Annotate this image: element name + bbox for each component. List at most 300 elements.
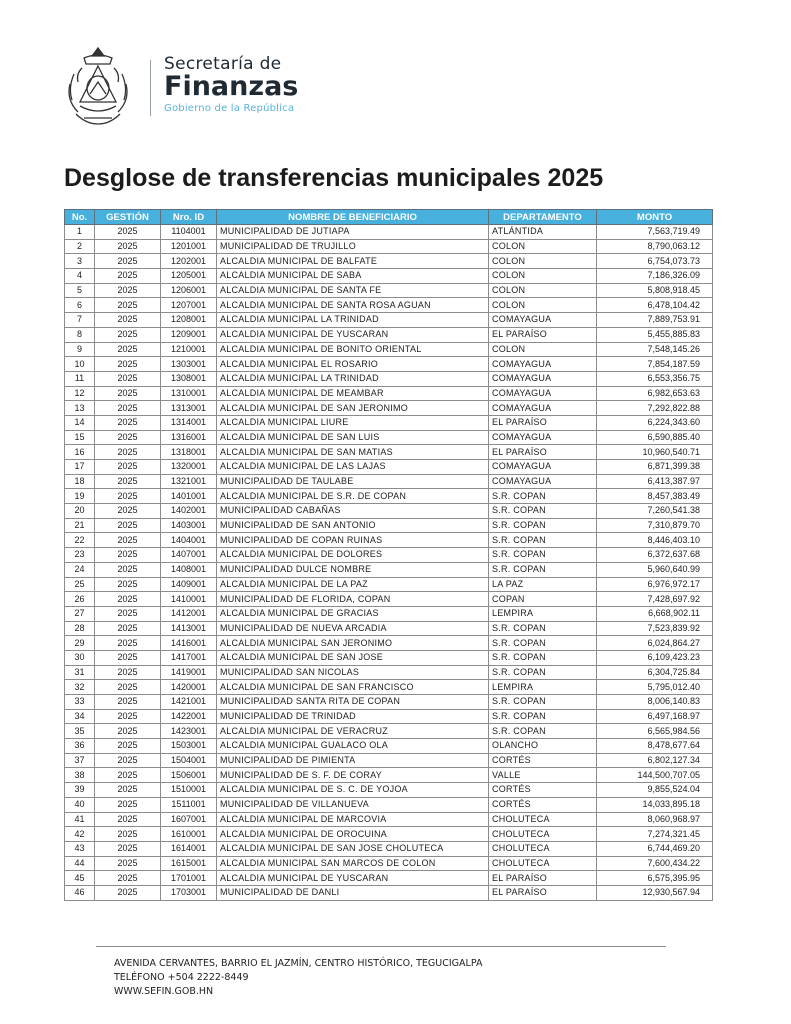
- cell-departamento: COMAYAGUA: [489, 371, 597, 386]
- cell-gestion: 2025: [95, 871, 161, 886]
- cell-no: 14: [65, 415, 95, 430]
- cell-departamento: COMAYAGUA: [489, 357, 597, 372]
- cell-no: 6: [65, 298, 95, 313]
- cell-id: 1416001: [161, 636, 217, 651]
- cell-beneficiario: MUNICIPALIDAD DE JUTIAPA: [217, 225, 489, 240]
- cell-gestion: 2025: [95, 283, 161, 298]
- cell-gestion: 2025: [95, 445, 161, 460]
- cell-monto: 6,590,885.40: [597, 430, 713, 445]
- cell-beneficiario: ALCALDIA MUNICIPAL DE SABA: [217, 269, 489, 284]
- cell-beneficiario: MUNICIPALIDAD DE VILLANUEVA: [217, 797, 489, 812]
- cell-beneficiario: MUNICIPALIDAD DE TRUJILLO: [217, 239, 489, 254]
- table-row: [65, 269, 713, 284]
- cell-no: 31: [65, 665, 95, 680]
- cell-departamento: COLON: [489, 342, 597, 357]
- cell-monto: 6,109,423.23: [597, 650, 713, 665]
- cell-beneficiario: MUNICIPALIDAD DE S. F. DE CORAY: [217, 768, 489, 783]
- cell-id: 1320001: [161, 460, 217, 475]
- cell-gestion: 2025: [95, 254, 161, 269]
- cell-monto: 5,455,885.83: [597, 327, 713, 342]
- cell-id: 1703001: [161, 885, 217, 900]
- cell-id: 1615001: [161, 856, 217, 871]
- cell-beneficiario: ALCALDIA MUNICIPAL DE SANTA FE: [217, 283, 489, 298]
- cell-no: 41: [65, 812, 95, 827]
- cell-gestion: 2025: [95, 327, 161, 342]
- cell-departamento: S.R. COPAN: [489, 650, 597, 665]
- cell-beneficiario: ALCALDIA MUNICIPAL DE S. C. DE YOJOA: [217, 783, 489, 798]
- cell-gestion: 2025: [95, 504, 161, 519]
- cell-no: 5: [65, 283, 95, 298]
- cell-monto: 7,260,541.38: [597, 504, 713, 519]
- cell-no: 13: [65, 401, 95, 416]
- table-row: [65, 827, 713, 842]
- cell-gestion: 2025: [95, 357, 161, 372]
- cell-beneficiario: ALCALDIA MUNICIPAL LA TRINIDAD: [217, 313, 489, 328]
- cell-monto: 6,224,343.60: [597, 415, 713, 430]
- cell-beneficiario: MUNICIPALIDAD DULCE NOMBRE: [217, 562, 489, 577]
- cell-no: 40: [65, 797, 95, 812]
- cell-no: 39: [65, 783, 95, 798]
- table-row: [65, 621, 713, 636]
- cell-departamento: LEMPIRA: [489, 606, 597, 621]
- cell-gestion: 2025: [95, 753, 161, 768]
- table-row: [65, 386, 713, 401]
- cell-monto: 6,871,399.38: [597, 460, 713, 475]
- cell-monto: 12,930,567.94: [597, 885, 713, 900]
- table-row: [65, 254, 713, 269]
- cell-departamento: EL PARAÍSO: [489, 415, 597, 430]
- cell-monto: 6,976,972.17: [597, 577, 713, 592]
- cell-id: 1614001: [161, 841, 217, 856]
- cell-no: 7: [65, 313, 95, 328]
- cell-departamento: COMAYAGUA: [489, 430, 597, 445]
- cell-monto: 7,310,879.70: [597, 518, 713, 533]
- cell-id: 1510001: [161, 783, 217, 798]
- cell-beneficiario: ALCALDIA MUNICIPAL LIURE: [217, 415, 489, 430]
- table-row: [65, 415, 713, 430]
- cell-gestion: 2025: [95, 680, 161, 695]
- cell-departamento: COMAYAGUA: [489, 386, 597, 401]
- brand-line-1: Secretaría de: [164, 54, 282, 74]
- cell-beneficiario: ALCALDIA MUNICIPAL DE BONITO ORIENTAL: [217, 342, 489, 357]
- table-row: [65, 577, 713, 592]
- cell-id: 1403001: [161, 518, 217, 533]
- cell-no: 34: [65, 709, 95, 724]
- cell-beneficiario: ALCALDIA MUNICIPAL EL ROSARIO: [217, 357, 489, 372]
- cell-id: 1401001: [161, 489, 217, 504]
- cell-gestion: 2025: [95, 518, 161, 533]
- table-row: [65, 724, 713, 739]
- cell-no: 25: [65, 577, 95, 592]
- table-row: [65, 812, 713, 827]
- cell-monto: 8,790,063.12: [597, 239, 713, 254]
- cell-no: 19: [65, 489, 95, 504]
- cell-gestion: 2025: [95, 739, 161, 754]
- cell-departamento: EL PARAÍSO: [489, 871, 597, 886]
- cell-no: 45: [65, 871, 95, 886]
- cell-id: 1310001: [161, 386, 217, 401]
- table-row: [65, 562, 713, 577]
- cell-beneficiario: MUNICIPALIDAD DE DANLI: [217, 885, 489, 900]
- cell-departamento: CORTÉS: [489, 783, 597, 798]
- cell-no: 21: [65, 518, 95, 533]
- cell-id: 1202001: [161, 254, 217, 269]
- cell-id: 1303001: [161, 357, 217, 372]
- col-header-gestion: GESTIÓN: [95, 210, 161, 225]
- cell-gestion: 2025: [95, 665, 161, 680]
- footer-address: AVENIDA CERVANTES, BARRIO EL JAZMÍN, CENTRO HISTÓRICO, TEGUCIGALPA: [114, 958, 483, 969]
- cell-departamento: S.R. COPAN: [489, 518, 597, 533]
- cell-id: 1413001: [161, 621, 217, 636]
- cell-monto: 8,060,968.97: [597, 812, 713, 827]
- cell-gestion: 2025: [95, 415, 161, 430]
- table-row: [65, 797, 713, 812]
- cell-monto: 6,575,395.95: [597, 871, 713, 886]
- table-header-row: [65, 210, 713, 225]
- cell-gestion: 2025: [95, 650, 161, 665]
- cell-gestion: 2025: [95, 371, 161, 386]
- cell-beneficiario: MUNICIPALIDAD DE COPAN RUINAS: [217, 533, 489, 548]
- header-divider: [150, 60, 151, 116]
- cell-beneficiario: ALCALDIA MUNICIPAL DE MARCOVIA: [217, 812, 489, 827]
- table-row: [65, 357, 713, 372]
- table-row: [65, 680, 713, 695]
- table-row: [65, 548, 713, 563]
- cell-monto: 6,565,984.56: [597, 724, 713, 739]
- cell-beneficiario: MUNICIPALIDAD DE TAULABE: [217, 474, 489, 489]
- col-header-beneficiario: NOMBRE DE BENEFICIARIO: [217, 210, 489, 225]
- cell-departamento: CHOLUTECA: [489, 827, 597, 842]
- cell-gestion: 2025: [95, 827, 161, 842]
- cell-departamento: S.R. COPAN: [489, 504, 597, 519]
- cell-monto: 6,744,469.20: [597, 841, 713, 856]
- cell-departamento: LA PAZ: [489, 577, 597, 592]
- cell-monto: 6,497,168.97: [597, 709, 713, 724]
- cell-departamento: CHOLUTECA: [489, 856, 597, 871]
- table-row: [65, 489, 713, 504]
- table-row: [65, 460, 713, 475]
- cell-gestion: 2025: [95, 269, 161, 284]
- cell-gestion: 2025: [95, 783, 161, 798]
- cell-monto: 7,548,145.26: [597, 342, 713, 357]
- table-row: [65, 636, 713, 651]
- cell-no: 15: [65, 430, 95, 445]
- cell-no: 1: [65, 225, 95, 240]
- cell-departamento: COLON: [489, 298, 597, 313]
- cell-departamento: LEMPIRA: [489, 680, 597, 695]
- cell-gestion: 2025: [95, 621, 161, 636]
- cell-monto: 5,808,918.45: [597, 283, 713, 298]
- table-row: [65, 225, 713, 240]
- footer: [114, 957, 482, 999]
- cell-gestion: 2025: [95, 856, 161, 871]
- cell-beneficiario: ALCALDIA MUNICIPAL DE VERACRUZ: [217, 724, 489, 739]
- table-row: [65, 327, 713, 342]
- cell-departamento: S.R. COPAN: [489, 548, 597, 563]
- cell-departamento: COMAYAGUA: [489, 401, 597, 416]
- cell-gestion: 2025: [95, 386, 161, 401]
- cell-beneficiario: MUNICIPALIDAD SAN NICOLAS: [217, 665, 489, 680]
- cell-no: 16: [65, 445, 95, 460]
- cell-gestion: 2025: [95, 460, 161, 475]
- cell-beneficiario: ALCALDIA MUNICIPAL DE MEAMBAR: [217, 386, 489, 401]
- cell-monto: 7,274,321.45: [597, 827, 713, 842]
- cell-no: 36: [65, 739, 95, 754]
- brand-block: [164, 54, 298, 115]
- cell-no: 30: [65, 650, 95, 665]
- cell-beneficiario: ALCALDIA MUNICIPAL DE LAS LAJAS: [217, 460, 489, 475]
- cell-no: 35: [65, 724, 95, 739]
- cell-id: 1423001: [161, 724, 217, 739]
- cell-gestion: 2025: [95, 812, 161, 827]
- cell-gestion: 2025: [95, 724, 161, 739]
- cell-monto: 6,553,356.75: [597, 371, 713, 386]
- cell-monto: 5,795,012.40: [597, 680, 713, 695]
- cell-monto: 6,413,387.97: [597, 474, 713, 489]
- cell-no: 24: [65, 562, 95, 577]
- cell-beneficiario: ALCALDIA MUNICIPAL DE LA PAZ: [217, 577, 489, 592]
- cell-beneficiario: ALCALDIA MUNICIPAL DE SAN FRANCISCO: [217, 680, 489, 695]
- cell-departamento: EL PARAÍSO: [489, 885, 597, 900]
- coat-of-arms-logo: [62, 44, 134, 130]
- cell-id: 1308001: [161, 371, 217, 386]
- cell-departamento: COLON: [489, 283, 597, 298]
- cell-gestion: 2025: [95, 885, 161, 900]
- cell-departamento: S.R. COPAN: [489, 533, 597, 548]
- col-header-no: No.: [65, 210, 95, 225]
- cell-no: 38: [65, 768, 95, 783]
- cell-beneficiario: ALCALDIA MUNICIPAL DE SAN JOSE CHOLUTECA: [217, 841, 489, 856]
- cell-departamento: COLON: [489, 254, 597, 269]
- table-row: [65, 342, 713, 357]
- cell-monto: 14,033,895.18: [597, 797, 713, 812]
- cell-monto: 6,372,637.68: [597, 548, 713, 563]
- cell-id: 1407001: [161, 548, 217, 563]
- cell-departamento: S.R. COPAN: [489, 621, 597, 636]
- cell-beneficiario: ALCALDIA MUNICIPAL DE YUSCARAN: [217, 327, 489, 342]
- table-row: [65, 695, 713, 710]
- cell-gestion: 2025: [95, 239, 161, 254]
- cell-monto: 8,457,383.49: [597, 489, 713, 504]
- table-row: [65, 709, 713, 724]
- cell-id: 1208001: [161, 313, 217, 328]
- cell-id: 1412001: [161, 606, 217, 621]
- cell-departamento: COLON: [489, 239, 597, 254]
- cell-departamento: COMAYAGUA: [489, 313, 597, 328]
- cell-id: 1209001: [161, 327, 217, 342]
- cell-beneficiario: ALCALDIA MUNICIPAL GUALACO OLA: [217, 739, 489, 754]
- table-row: [65, 753, 713, 768]
- cell-gestion: 2025: [95, 768, 161, 783]
- cell-monto: 6,802,127.34: [597, 753, 713, 768]
- table-row: [65, 533, 713, 548]
- cell-beneficiario: MUNICIPALIDAD DE SAN ANTONIO: [217, 518, 489, 533]
- table-row: [65, 871, 713, 886]
- cell-id: 1205001: [161, 269, 217, 284]
- cell-gestion: 2025: [95, 430, 161, 445]
- transfers-table: [64, 209, 713, 901]
- cell-departamento: EL PARAÍSO: [489, 327, 597, 342]
- cell-departamento: S.R. COPAN: [489, 724, 597, 739]
- cell-departamento: CHOLUTECA: [489, 812, 597, 827]
- cell-monto: 7,563,719.49: [597, 225, 713, 240]
- cell-departamento: CORTÉS: [489, 797, 597, 812]
- cell-beneficiario: ALCALDIA MUNICIPAL DE YUSCARAN: [217, 871, 489, 886]
- cell-no: 11: [65, 371, 95, 386]
- cell-gestion: 2025: [95, 577, 161, 592]
- cell-no: 22: [65, 533, 95, 548]
- table-row: [65, 518, 713, 533]
- cell-departamento: S.R. COPAN: [489, 562, 597, 577]
- cell-gestion: 2025: [95, 342, 161, 357]
- cell-id: 1210001: [161, 342, 217, 357]
- cell-id: 1421001: [161, 695, 217, 710]
- cell-monto: 7,600,434.22: [597, 856, 713, 871]
- cell-departamento: S.R. COPAN: [489, 709, 597, 724]
- cell-id: 1511001: [161, 797, 217, 812]
- cell-monto: 7,889,753.91: [597, 313, 713, 328]
- table-row: [65, 430, 713, 445]
- cell-monto: 8,006,140.83: [597, 695, 713, 710]
- cell-gestion: 2025: [95, 313, 161, 328]
- cell-departamento: S.R. COPAN: [489, 695, 597, 710]
- cell-gestion: 2025: [95, 225, 161, 240]
- footer-website: WWW.SEFIN.GOB.HN: [114, 986, 214, 997]
- table-row: [65, 665, 713, 680]
- cell-gestion: 2025: [95, 489, 161, 504]
- cell-beneficiario: MUNICIPALIDAD CABAÑAS: [217, 504, 489, 519]
- table-row: [65, 239, 713, 254]
- cell-id: 1607001: [161, 812, 217, 827]
- cell-monto: 10,960,540.71: [597, 445, 713, 460]
- cell-id: 1410001: [161, 592, 217, 607]
- cell-id: 1314001: [161, 415, 217, 430]
- cell-no: 29: [65, 636, 95, 651]
- cell-no: 43: [65, 841, 95, 856]
- cell-beneficiario: MUNICIPALIDAD SANTA RITA DE COPAN: [217, 695, 489, 710]
- cell-monto: 8,446,403.10: [597, 533, 713, 548]
- cell-id: 1610001: [161, 827, 217, 842]
- table-row: [65, 474, 713, 489]
- cell-gestion: 2025: [95, 298, 161, 313]
- cell-beneficiario: ALCALDIA MUNICIPAL DE SAN MATIAS: [217, 445, 489, 460]
- cell-beneficiario: MUNICIPALIDAD DE PIMIENTA: [217, 753, 489, 768]
- cell-monto: 6,754,073.73: [597, 254, 713, 269]
- cell-beneficiario: ALCALDIA MUNICIPAL DE S.R. DE COPAN: [217, 489, 489, 504]
- cell-beneficiario: MUNICIPALIDAD DE FLORIDA, COPAN: [217, 592, 489, 607]
- cell-monto: 6,982,653.63: [597, 386, 713, 401]
- brand-line-2: Finanzas: [164, 71, 299, 102]
- table-row: [65, 650, 713, 665]
- table-row: [65, 856, 713, 871]
- cell-no: 4: [65, 269, 95, 284]
- cell-id: 1402001: [161, 504, 217, 519]
- cell-id: 1417001: [161, 650, 217, 665]
- cell-beneficiario: ALCALDIA MUNICIPAL DE SAN LUIS: [217, 430, 489, 445]
- cell-id: 1409001: [161, 577, 217, 592]
- table-row: [65, 298, 713, 313]
- cell-beneficiario: ALCALDIA MUNICIPAL SAN JERONIMO: [217, 636, 489, 651]
- cell-beneficiario: ALCALDIA MUNICIPAL SAN MARCOS DE COLON: [217, 856, 489, 871]
- table-row: [65, 885, 713, 900]
- table-row: [65, 783, 713, 798]
- cell-id: 1316001: [161, 430, 217, 445]
- cell-departamento: S.R. COPAN: [489, 489, 597, 504]
- cell-id: 1506001: [161, 768, 217, 783]
- page-title: Desglose de transferencias municipales 2025: [64, 164, 604, 192]
- table-row: [65, 283, 713, 298]
- cell-id: 1420001: [161, 680, 217, 695]
- cell-beneficiario: ALCALDIA MUNICIPAL DE SANTA ROSA AGUAN: [217, 298, 489, 313]
- cell-no: 10: [65, 357, 95, 372]
- cell-id: 1701001: [161, 871, 217, 886]
- cell-id: 1419001: [161, 665, 217, 680]
- cell-monto: 7,186,326.09: [597, 269, 713, 284]
- cell-monto: 6,478,104.42: [597, 298, 713, 313]
- table-row: [65, 313, 713, 328]
- table-row: [65, 592, 713, 607]
- cell-no: 2: [65, 239, 95, 254]
- cell-gestion: 2025: [95, 401, 161, 416]
- table-row: [65, 841, 713, 856]
- cell-monto: 6,668,902.11: [597, 606, 713, 621]
- cell-id: 1321001: [161, 474, 217, 489]
- cell-no: 33: [65, 695, 95, 710]
- cell-id: 1422001: [161, 709, 217, 724]
- cell-departamento: ATLÁNTIDA: [489, 225, 597, 240]
- cell-departamento: COPAN: [489, 592, 597, 607]
- cell-monto: 144,500,707.05: [597, 768, 713, 783]
- cell-monto: 8,478,677.64: [597, 739, 713, 754]
- cell-no: 9: [65, 342, 95, 357]
- cell-id: 1318001: [161, 445, 217, 460]
- cell-departamento: S.R. COPAN: [489, 636, 597, 651]
- table-row: [65, 401, 713, 416]
- cell-monto: 6,304,725.84: [597, 665, 713, 680]
- cell-id: 1201001: [161, 239, 217, 254]
- cell-gestion: 2025: [95, 841, 161, 856]
- cell-departamento: EL PARAÍSO: [489, 445, 597, 460]
- cell-no: 32: [65, 680, 95, 695]
- cell-gestion: 2025: [95, 533, 161, 548]
- footer-phone: TELÉFONO +504 2222-8449: [114, 972, 249, 983]
- cell-beneficiario: ALCALDIA MUNICIPAL DE SAN JOSE: [217, 650, 489, 665]
- cell-no: 18: [65, 474, 95, 489]
- cell-no: 8: [65, 327, 95, 342]
- cell-beneficiario: ALCALDIA MUNICIPAL DE SAN JERONIMO: [217, 401, 489, 416]
- cell-id: 1207001: [161, 298, 217, 313]
- cell-beneficiario: MUNICIPALIDAD DE NUEVA ARCADIA: [217, 621, 489, 636]
- cell-no: 12: [65, 386, 95, 401]
- cell-departamento: COLON: [489, 269, 597, 284]
- cell-gestion: 2025: [95, 695, 161, 710]
- cell-departamento: COMAYAGUA: [489, 474, 597, 489]
- cell-beneficiario: MUNICIPALIDAD DE TRINIDAD: [217, 709, 489, 724]
- cell-no: 37: [65, 753, 95, 768]
- table-row: [65, 768, 713, 783]
- table-row: [65, 739, 713, 754]
- cell-id: 1104001: [161, 225, 217, 240]
- cell-id: 1404001: [161, 533, 217, 548]
- col-header-id: Nro. ID: [161, 210, 217, 225]
- cell-monto: 7,428,697.92: [597, 592, 713, 607]
- footer-divider: [96, 946, 666, 947]
- table-row: [65, 504, 713, 519]
- cell-gestion: 2025: [95, 592, 161, 607]
- cell-monto: 6,024,864.27: [597, 636, 713, 651]
- cell-gestion: 2025: [95, 606, 161, 621]
- cell-id: 1313001: [161, 401, 217, 416]
